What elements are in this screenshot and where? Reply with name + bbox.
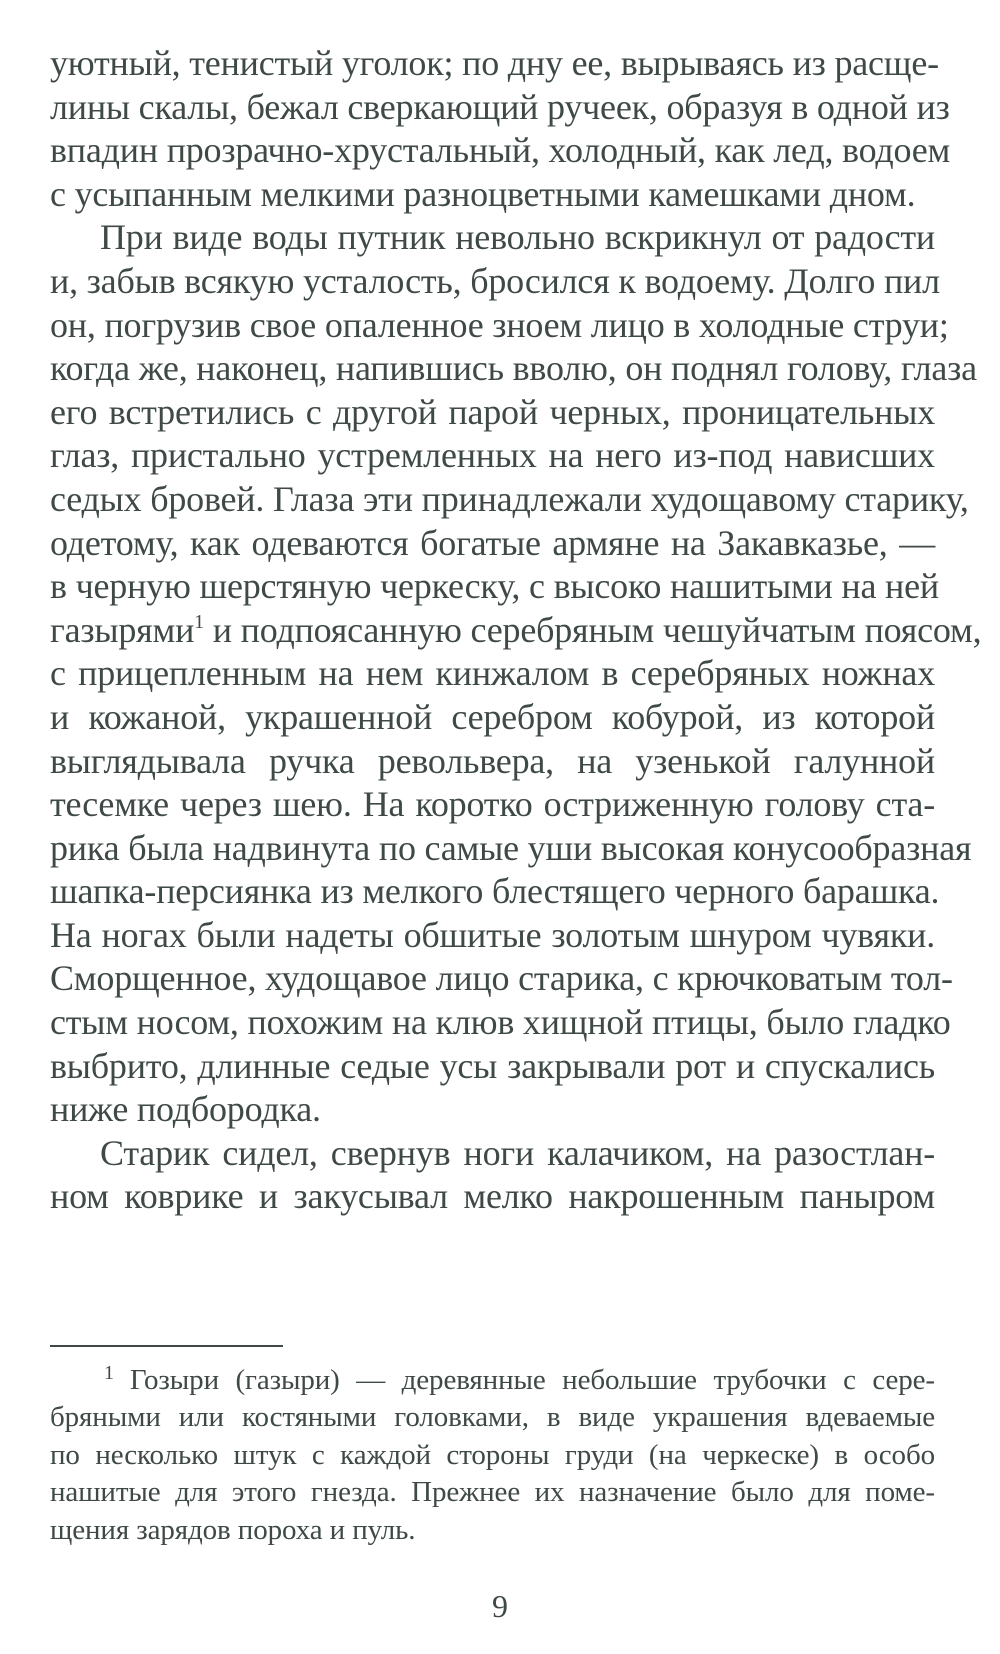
- text-line: тесемке через шею. На коротко остриженную голову ста-: [50, 784, 935, 825]
- text-line: шапка-персиянка из мелкого блестящего черного барашка.: [50, 871, 940, 912]
- footnote-line: щения зарядов пороха и пуль.: [50, 1513, 416, 1546]
- main-text: [50, 42, 982, 1219]
- text-line: На ногах были надеты обшитые золотым шнуром чувяки.: [50, 914, 935, 955]
- text-line: и, забыв всякую усталость, бросился к водоему. Долго пил: [50, 260, 940, 301]
- footnote-text: Гозыри (газыри) — деревянные небольшие трубочки с сере-: [129, 1364, 935, 1396]
- text-line: При виде воды путник невольно вскрикнул от радости: [100, 217, 935, 258]
- text-line: седых бровей. Глаза эти принадлежали худощавому старику,: [50, 478, 969, 519]
- footnote-line: [50, 1362, 935, 1399]
- text-line: глаз, пристально устремленных на него из-под нависших: [50, 435, 935, 476]
- text-line: Сморщенное, худощавое лицо старика, с крючковатым тол-: [50, 958, 953, 999]
- text-line: лины скалы, бежал сверкающий ручеек, образуя в одной из: [50, 86, 950, 127]
- text-line: и кожаной, украшенной серебром кобурой, из которой: [50, 696, 935, 737]
- text-line: уютный, тенистый уголок; по дну ее, вырываясь из расще-: [50, 43, 939, 83]
- footnote-line: нашитые для этого гнезда. Прежнее их назначение было для поме-: [50, 1476, 935, 1509]
- text-line: стым носом, похожим на клюв хищной птицы, было гладко: [50, 1002, 951, 1043]
- text-line-with-footnote-ref: [50, 609, 982, 653]
- text-line: выбрито, длинные седые усы закрывали рот и спускались: [50, 1045, 935, 1086]
- text-fragment: и подпоясанную серебряным чешуйчатым поясом,: [203, 609, 982, 650]
- text-line: выглядывала ручка револьвера, на узенькой галунной: [50, 740, 935, 781]
- text-line: с прицепленным на нем кинжалом в серебряных ножнах: [50, 653, 935, 694]
- footnote-reference[interactable]: 1: [194, 610, 204, 633]
- text-line: ном коврике и закусывал мелко накрошенным паныром: [50, 1176, 935, 1217]
- text-line: одетому, как одеваются богатые армяне на Закавказье, —: [50, 522, 935, 563]
- text-fragment: газырями: [50, 609, 195, 650]
- footnote-line: бряными или костяными головками, в виде украшения вдеваемые: [50, 1401, 935, 1434]
- footnote-divider: [50, 1345, 283, 1347]
- text-line: ниже подбородка.: [50, 1089, 321, 1130]
- page-number: 9: [492, 1588, 508, 1624]
- text-line: впадин прозрачно-хрустальный, холодный, как лед, водоем: [50, 130, 951, 171]
- text-line: его встретились с другой парой черных, проницательных: [50, 391, 935, 432]
- footnote-number: 1: [104, 1362, 114, 1384]
- footnote: [50, 1362, 935, 1549]
- text-line: Старик сидел, свернув ноги калачиком, на разостлан-: [100, 1132, 935, 1173]
- text-line: с усыпанным мелкими разноцветными камешками дном.: [50, 173, 916, 214]
- text-line: рика была надвинута по самые уши высокая конусообразная: [50, 827, 972, 868]
- text-line: когда же, наконец, напившись вволю, он поднял голову, глаза: [50, 348, 977, 389]
- footnote-line: по несколько штук с каждой стороны груди (на черкеске) в особо: [50, 1438, 935, 1471]
- text-line: он, погрузив свое опаленное зноем лицо в холодные струи;: [50, 304, 949, 345]
- text-line: в черную шерстяную черкеску, с высоко нашитыми на ней: [50, 566, 939, 607]
